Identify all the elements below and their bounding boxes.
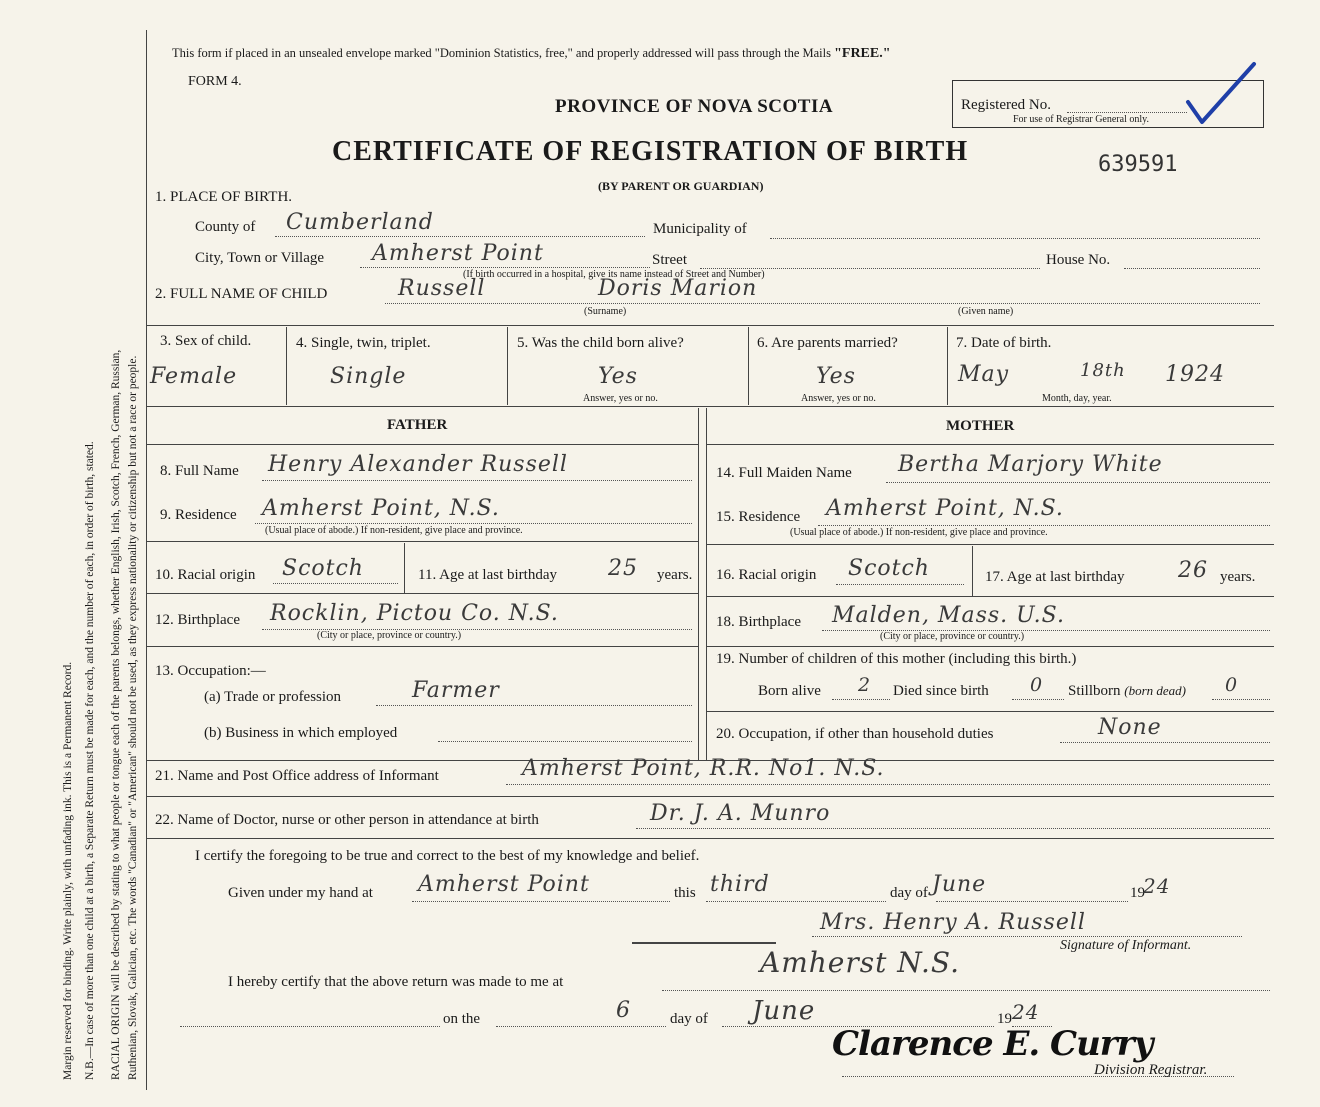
certificate-title: CERTIFICATE OF REGISTRATION OF BIRTH xyxy=(332,136,969,167)
child-surname: Russell xyxy=(398,276,486,301)
sex-label: 3. Sex of child. xyxy=(160,333,252,349)
registrar-statement: I hereby certify that the above return was made to me at xyxy=(228,974,564,990)
informant-signature: Mrs. Henry A. Russell xyxy=(820,910,1086,935)
rule-mother-children xyxy=(706,646,1274,647)
married-label: 6. Are parents married? xyxy=(757,335,898,351)
hospital-note: (If birth occurred in a hospital, give its name instead of Street and Number) xyxy=(463,269,765,280)
doctor-value: Dr. J. A. Munro xyxy=(650,801,831,826)
rule-certify xyxy=(146,838,1274,839)
rule-mother-head xyxy=(706,444,1274,445)
given-place: Amherst Point xyxy=(418,872,590,897)
informant-value: Amherst Point, R.R. No1. N.S. xyxy=(522,756,885,781)
father-racial-line xyxy=(273,583,398,584)
margin-line-2: N.B.—In case of more than one child at a birth, a Separate Return must be made for each, and the number of each, in order of birth, stated. xyxy=(84,441,96,1080)
born-alive-line xyxy=(832,699,890,700)
check-icon xyxy=(1180,58,1260,128)
col-div-2 xyxy=(507,327,508,405)
mother-occupation: None xyxy=(1098,715,1162,740)
business-line xyxy=(438,741,692,742)
informant-label: 21. Name and Post Office address of Informant xyxy=(155,768,439,784)
form-number: FORM 4. xyxy=(188,74,242,89)
col-div-4 xyxy=(947,327,948,405)
subtitle: (BY PARENT OR GUARDIAN) xyxy=(598,179,764,193)
rule-doctor xyxy=(146,796,1274,797)
registrar-caption: Division Registrar. xyxy=(1094,1062,1208,1078)
dob-year: 1924 xyxy=(1165,362,1225,387)
dob-caption: Month, day, year. xyxy=(1042,393,1112,404)
year-value: 24 xyxy=(1143,874,1171,898)
mother-racial-label: 16. Racial origin xyxy=(716,567,817,583)
mail-notice xyxy=(172,46,891,62)
mother-birthplace: Malden, Mass. U.S. xyxy=(832,603,1065,628)
father-age-label: 11. Age at last birthday xyxy=(418,567,557,583)
house-line xyxy=(1124,268,1260,269)
father-birthplace-caption: (City or place, province or country.) xyxy=(317,630,462,641)
place-of-birth-heading: 1. PLACE OF BIRTH. xyxy=(155,189,293,205)
father-residence: Amherst Point, N.S. xyxy=(262,496,500,521)
county-value: Cumberland xyxy=(286,210,434,235)
plurality-value: Single xyxy=(330,364,407,389)
this-label: this xyxy=(674,885,696,901)
registrar-year: 24 xyxy=(1012,1000,1040,1024)
business-label: (b) Business in which employed xyxy=(204,725,398,741)
mother-name: Bertha Marjory White xyxy=(898,452,1163,477)
trade-label: (a) Trade or profession xyxy=(204,689,342,705)
married-caption: Answer, yes or no. xyxy=(801,393,876,404)
day-line xyxy=(706,901,886,902)
given-label: Given under my hand at xyxy=(228,885,373,901)
rule-parents xyxy=(146,406,1274,407)
margin-line-3: RACIAL ORIGIN will be described by stating to what people or tongue each of the parents belongs, whether English, Irish, Scotch, French, German, Russian, xyxy=(110,349,122,1080)
father-name-line xyxy=(262,480,692,481)
sex-value: Female xyxy=(150,364,238,389)
city-label: City, Town or Village xyxy=(195,250,325,266)
trade-line xyxy=(376,705,692,706)
child-name-line xyxy=(385,303,1260,304)
parents-divider-b xyxy=(706,408,707,760)
certify-statement: I certify the foregoing to be true and correct to the best of my knowledge and belief. xyxy=(195,848,700,864)
county-label: County of xyxy=(195,219,256,235)
margin-line-1: Margin reserved for binding. Write plainly, with unfading ink. This is a Permanent Record. xyxy=(62,661,74,1080)
mother-birthplace-caption: (City or place, province or country.) xyxy=(880,631,1025,642)
given-place-line xyxy=(412,901,670,902)
dob-month: May xyxy=(958,362,1010,387)
registrar-day-line xyxy=(496,1026,666,1027)
mail-notice-text: This form if placed in an unsealed envelope marked "Dominion Statistics, free," and properly addressed will pass through the Mails xyxy=(172,46,831,60)
died-label: Died since birth xyxy=(893,683,989,699)
mother-occupation-label: 20. Occupation, if other than household duties xyxy=(716,726,994,742)
mother-age: 26 xyxy=(1178,558,1208,583)
registrar-year-prefix: 19 xyxy=(997,1011,1012,1027)
born-alive-label: Born alive xyxy=(758,683,821,699)
signature-caption: Signature of Informant. xyxy=(1060,938,1192,953)
province-title: PROVINCE OF NOVA SCOTIA xyxy=(555,96,834,117)
mail-free: "FREE." xyxy=(834,46,891,61)
rule-mother-racial xyxy=(706,544,1274,545)
margin-rule xyxy=(146,30,147,1090)
year-prefix: 19 xyxy=(1130,885,1145,901)
doctor-line xyxy=(636,828,1270,829)
registered-line xyxy=(1067,112,1187,113)
child-given-name: Doris Marion xyxy=(598,276,758,301)
stillborn-text: Stillborn xyxy=(1068,683,1121,699)
plurality-label: 4. Single, twin, triplet. xyxy=(296,335,431,351)
father-name: Henry Alexander Russell xyxy=(268,452,568,477)
father-residence-label: 9. Residence xyxy=(160,507,237,523)
father-racial-label: 10. Racial origin xyxy=(155,567,256,583)
registrar-place: Amherst N.S. xyxy=(760,946,960,979)
dob-label: 7. Date of birth. xyxy=(956,335,1052,351)
street-label: Street xyxy=(652,252,687,268)
day-value: third xyxy=(710,872,770,897)
registrar-lead-line xyxy=(180,1026,440,1027)
alive-value: Yes xyxy=(598,364,638,389)
registrar-day-label: day of xyxy=(670,1011,708,1027)
county-line xyxy=(275,236,645,237)
stillborn-value: 0 xyxy=(1225,674,1239,696)
mother-residence-line xyxy=(818,525,1270,526)
married-value: Yes xyxy=(816,364,856,389)
rule-mother-birthplace xyxy=(706,596,1274,597)
month-line xyxy=(936,901,1128,902)
mother-residence-label: 15. Residence xyxy=(716,509,801,525)
stillborn-label xyxy=(1068,683,1186,700)
city-line xyxy=(360,267,650,268)
day-of-label: day of xyxy=(890,885,928,901)
children-label: 19. Number of children of this mother (including this birth.) xyxy=(716,651,1077,667)
mother-occupation-line xyxy=(1060,742,1270,743)
city-value: Amherst Point xyxy=(372,241,544,266)
alive-caption: Answer, yes or no. xyxy=(583,393,658,404)
col-div-1 xyxy=(286,327,287,405)
rule-father-birthplace xyxy=(146,593,698,594)
short-rule xyxy=(632,942,776,944)
stillborn-note: (born dead) xyxy=(1124,683,1187,698)
house-label: House No. xyxy=(1046,252,1111,268)
stillborn-line xyxy=(1212,699,1270,700)
given-caption: (Given name) xyxy=(958,306,1014,317)
died-line xyxy=(1012,699,1064,700)
municipality-label: Municipality of xyxy=(653,221,747,237)
born-alive-value: 2 xyxy=(858,674,872,696)
mother-name-label: 14. Full Maiden Name xyxy=(716,465,852,481)
father-racial: Scotch xyxy=(282,556,364,581)
dob-day: 18th xyxy=(1080,360,1126,381)
father-age: 25 xyxy=(608,556,638,581)
mother-birthplace-label: 18. Birthplace xyxy=(716,614,801,630)
alive-label: 5. Was the child born alive? xyxy=(517,335,684,351)
occupation-label: 13. Occupation:— xyxy=(155,663,266,679)
margin-line-4: Ruthenian, Slovak, Galician, etc. The words "Canadian" or "American" should not be used, as they express nationality or citizenship but not a race or people. xyxy=(127,355,139,1080)
mother-years: years. xyxy=(1220,569,1256,585)
mother-racial-line xyxy=(836,584,964,585)
father-name-label: 8. Full Name xyxy=(160,463,239,479)
month-value: June xyxy=(932,872,987,897)
parents-divider-a xyxy=(698,408,699,760)
rule-mother-occupation xyxy=(706,711,1274,712)
father-birthplace: Rocklin, Pictou Co. N.S. xyxy=(270,601,559,626)
registrar-place-line xyxy=(662,990,1270,991)
father-racial-divider xyxy=(404,543,405,593)
child-name-label: 2. FULL NAME OF CHILD xyxy=(155,286,328,302)
registrar-note: For use of Registrar General only. xyxy=(1013,114,1149,125)
registrar-month: June xyxy=(752,996,816,1026)
died-value: 0 xyxy=(1030,674,1044,696)
father-years: years. xyxy=(657,567,693,583)
mother-heading: MOTHER xyxy=(946,418,1015,434)
registrar-day: 6 xyxy=(616,998,631,1023)
municipality-line xyxy=(770,238,1260,239)
informant-line xyxy=(506,784,1270,785)
on-the-label: on the xyxy=(443,1011,481,1027)
mother-name-line xyxy=(886,482,1270,483)
rule-father-racial xyxy=(146,541,698,542)
rule-father-head xyxy=(146,444,698,445)
father-heading: FATHER xyxy=(387,417,448,433)
col-div-3 xyxy=(748,327,749,405)
mother-racial: Scotch xyxy=(848,556,930,581)
mother-racial-divider xyxy=(972,546,973,596)
registrar-signature: Clarence E. Curry xyxy=(832,1024,1153,1064)
mother-residence-caption: (Usual place of abode.) If non-resident, give place and province. xyxy=(790,527,1048,538)
father-birthplace-label: 12. Birthplace xyxy=(155,612,240,628)
trade-value: Farmer xyxy=(412,678,500,703)
signature-line xyxy=(812,936,1242,937)
rule-father-occupation xyxy=(146,646,698,647)
father-residence-line xyxy=(255,523,692,524)
registered-label: Registered No. xyxy=(961,97,1051,113)
father-residence-caption: (Usual place of abode.) If non-resident, give place and province. xyxy=(265,525,523,536)
registration-number: 639591 xyxy=(1098,152,1178,177)
mother-age-label: 17. Age at last birthday xyxy=(985,569,1125,585)
mother-residence: Amherst Point, N.S. xyxy=(826,496,1064,521)
surname-caption: (Surname) xyxy=(584,306,627,317)
rule-row-3 xyxy=(146,325,1274,326)
doctor-label: 22. Name of Doctor, nurse or other person in attendance at birth xyxy=(155,812,539,828)
